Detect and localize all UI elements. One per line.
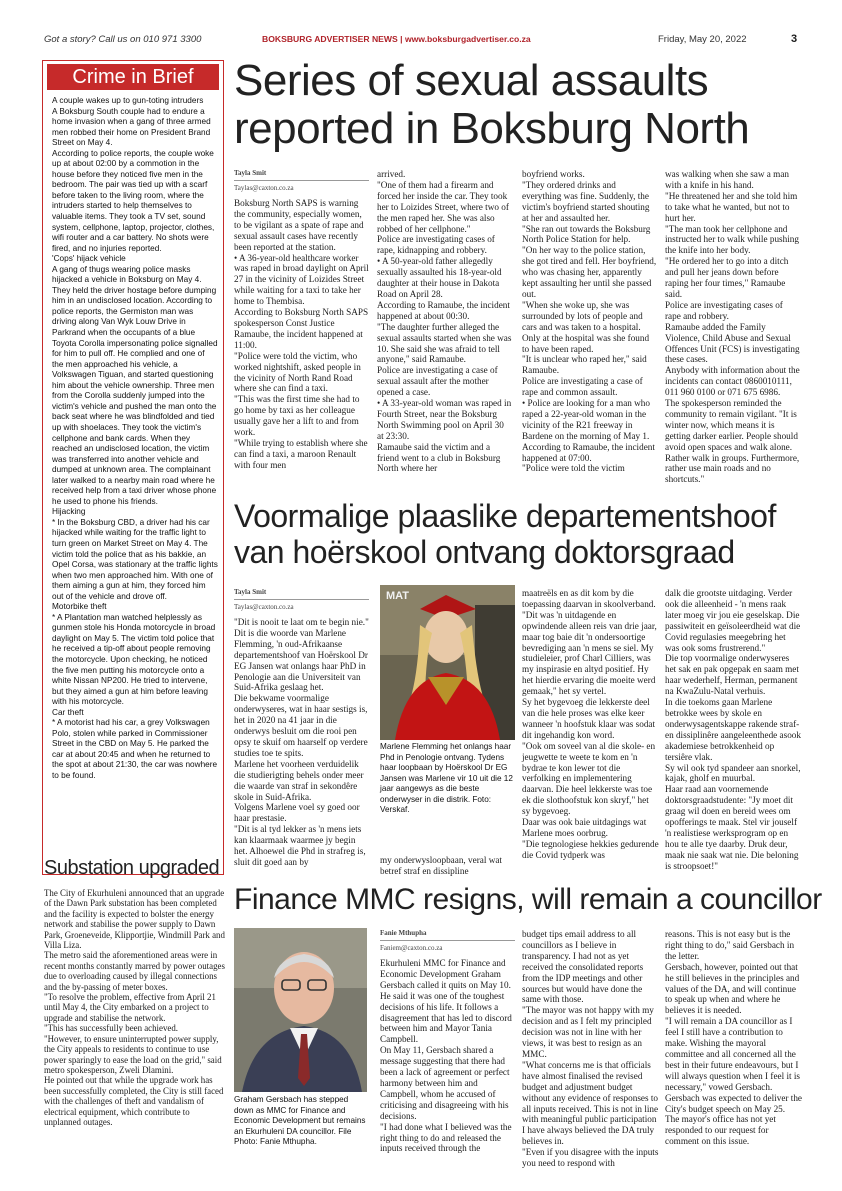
story1-para: arrived.	[377, 169, 406, 179]
story1-para: "They ordered drinks and everything was fine. Suddenly, the victim's boyfriend started shouting at her and assaulted her.	[522, 179, 650, 223]
story1-para: "The man took her cellphone and instructed her to walk while pushing the knife into her body.	[665, 223, 799, 256]
story1-para: "He threatened her and she told him to take what he wanted, but not to hurt her.	[665, 190, 798, 223]
story1-col2	[377, 169, 512, 474]
graduate-portrait-image	[380, 585, 515, 740]
story4-para: "I will remain a DA councillor as I feel I still have a contribution to make. Wishing the mayoral committee and all concerned all the best in their future endeavours, but I will always question when I feel it is necessary," vowed Gersbach.	[665, 1016, 800, 1092]
story4-para: reasons. This is not easy but is the right thing to do," said Gersbach in the letter.	[665, 929, 795, 961]
story1-para: • Police are looking for a man who raped a 22-year-old woman in the vicinity of the R21 freeway in Bardene on the morning of May 1.	[522, 398, 650, 441]
story2-headline-line2: van hoërskool ontvang doktorsgraad	[234, 534, 735, 570]
story4-para: Gersbach, however, pointed out that he still believes in the principles and values of the DA, and will continue to speak up when and where he believes it is needed.	[665, 961, 800, 1016]
story4-col1	[380, 958, 515, 1154]
story2-col1	[234, 617, 371, 868]
story1-para: According to Ramaube, the incident happened at 07:00.	[522, 441, 655, 463]
story2-para: "Dit is nooit te laat om te begin nie."	[234, 617, 369, 627]
story4-author: Fanie Mthupha	[380, 929, 427, 937]
crime-para: According to police reports, the couple woke up at about 02:00 by a commotion in the house before they noticed five men in the bedroom. The pair was tied up with a scarf before taken to the living room, where the intruders started to help themselves to valuable items. They took a TV set, sound system, cellphone, laptop, projector, clothes, wifi router and a car battery. No shots were fired, and no injuries reported.	[52, 148, 215, 253]
story3-para: The metro said the aforementioned areas were in recent months constantly marred by power outages due to overloading caused by illegal connections and the by-passing of meter boxes.	[44, 950, 225, 992]
story2-col4	[665, 588, 802, 872]
story2-para: "Dit was 'n uitdagende en opwindende alleen reis van drie jaar, maar tog baie dit 'n ondersoortige bevrediging aan 'n mens se siel. My studieleier, prof Charl Cilliers, was my inspirasie en altyd positief. Hy het hierdie ervaring die moeite werd gemaak," het sy vertel.	[522, 609, 657, 697]
story3-body	[44, 888, 226, 1127]
crime-in-brief-title: Crime in Brief	[47, 64, 219, 90]
story2-para: "Dit is al tyd lekker as 'n mens iets kan klaarmaak waarmee jy begin het. Alhoewel die Phd in strafreg is, sluit dit goed aan by	[234, 824, 366, 867]
masthead: BOKSBURG ADVERTISER NEWS | www.boksburgadvertiser.co.za	[262, 34, 531, 44]
story1-author: Tayla Smit	[234, 169, 267, 177]
crime-para: A couple wakes up to gun-toting intruders	[52, 96, 204, 105]
crime-para: 'Cops' hijack vehicle	[52, 254, 126, 264]
story4-para: "What concerns me is that officials have almost finalised the revised budget and adjustment budget without any evidence of responses to all inputs received. This is not in line with meaningful public participation I have always believed the DA truly believes in.	[522, 1059, 659, 1147]
story2-para: Daar was ook baie uitdagings wat Marlene moes oorbrug.	[522, 817, 647, 838]
story2-para: "Ook om soveel van al die skole- en jeugwette te weete te kom en 'n bydrae te kon lewer tot die verfolking en implementering daarvan. Die heel lekkerste was toe ek die slothoofstuk kon skryf," het sy bygevoeg.	[522, 740, 656, 817]
story1-para: "She ran out towards the Boksburg North Police Station for help.	[522, 223, 651, 245]
crime-para: Motorbike theft	[52, 602, 107, 612]
story2-email: Taylas@caxton.co.za	[234, 603, 294, 611]
story1-para: Police are investigating cases of rape, kidnapping and robbery.	[377, 234, 495, 256]
story1-para: Police are investigating a case of sexual assault after the mother opened a case.	[377, 365, 498, 398]
story4-para: "The mayor was not happy with my decision and as I felt my principled decision was not in line with her views, it was best to resign as an MMC.	[522, 1005, 654, 1059]
byline-rule	[380, 940, 515, 941]
story4-col2	[522, 929, 659, 1169]
story1-para: "He ordered her to go into a ditch and pull her jeans down before raping her four times," Ramaube said.	[665, 256, 789, 299]
story1-email: Taylas@caxton.co.za	[234, 184, 294, 192]
crime-para: * In the Boksburg CBD, a driver had his car hijacked while waiting for the traffic light to turn green on Market Street on May 4. The victim told the police that as his bakkie, an Opel Corsa, was stationary at the traffic lights when two men approached him. With one of them aiming a gun at him, they forced him out of the vehicle and drove off.	[52, 517, 218, 601]
graham-gersbach-photo	[234, 928, 367, 1092]
story1-para: • A 36-year-old healthcare worker was raped in broad daylight on April 27 in the vicinity of Loizides Street while waiting for a taxi to take her home to Thembisa.	[234, 252, 369, 307]
story1-para: "Police were told the victim, who worked nightshift, asked people in the vicinity of North Rand Road where she can find a taxi.	[234, 350, 361, 394]
story3-para: The City of Ekurhuleni announced that an upgrade of the Dawn Park substation has been completed and the facility is expected to bolster the energy network and stabilise the power supply to Dawn Park, Groeneveide, Klipportjie, Windmill Park and Villa Liza.	[44, 888, 225, 951]
story1-para: "One of them had a firearm and forced her inside the car. They took her to Loizides Street, where two of the men raped her. She was also robbed of her cellphone."	[377, 179, 509, 234]
story2-headline-line1: Voormalige plaaslike departementshoof	[234, 498, 776, 534]
story3-para: "To resolve the problem, effective from April 21 until May 4, the City embarked on a project to upgrade and stabilise the network.	[44, 992, 216, 1023]
story2-author: Tayla Smit	[234, 588, 267, 596]
story1-para: was walking when she saw a man with a knife in his hand.	[665, 169, 789, 190]
crime-para: Car theft	[52, 707, 84, 717]
story3-para: He pointed out that while the upgrade work has been successfully completed, the City is still faced with the challenges of theft and vandalism of electrical equipment, which contribute to unplanned outages.	[44, 1075, 224, 1127]
story2-para: Die top voormalige onderwyseres het sak en pak opgepak en saam met haar wederhelf, Herman, permanent na KwaZulu-Natal verhuis.	[665, 653, 799, 697]
story1-para: "When she woke up, she was surrounded by lots of people and cars and was taken to a hospital. Only at the hospital was she found to have been raped.	[522, 299, 650, 354]
story1-headline-line2: reported in Boksburg North	[234, 104, 750, 153]
story2-photo-caption: Marlene Flemming het onlangs haar Phd in Penologie ontvang. Tydens haar loopbaan by Hoërskool Dr EG Jansen was Marlene vir 10 uit die 12 jaar aangewys as die beste onderwyser in die distrik. Foto: Verskaf.	[380, 742, 513, 814]
crime-in-brief-text	[52, 96, 218, 782]
byline-rule	[234, 599, 369, 600]
story1-para: Anybody with information about the incidents can contact 0860010111, 011 960 0100 or 071 675 6986.	[665, 365, 800, 398]
page-number: 3	[791, 33, 798, 45]
story2-para: Sy het bygevoeg die lekkerste deel van die hele proses was elke keer wanneer 'n hoofstuk klaar was sodat dit ingehandig kon word.	[522, 697, 656, 740]
story1-col4	[665, 169, 800, 485]
story1-para: The spokesperson reminded the community to remain vigilant. "It is winter now, which means it is getting darker earlier. People should avoid open spaces and walk alone. Rather walk in groups. Furthermore, rather use main roads and no shortcuts."	[665, 398, 800, 485]
story3-headline: Substation upgraded	[44, 857, 220, 879]
story1-para: "It is unclear who raped her," said Ramaube.	[522, 354, 647, 376]
story2-para: Dit is die woorde van Marlene Flemming, 'n oud-Afrikaanse departementshoof van Hoërskool Dr EG Jansen wat onlangs haar PhD in Penologie aan die Universiteit van Suid-Afrika geslaag het.	[234, 627, 368, 693]
story2-para: Haar raad aan voornemende doktorsgraadstudente: "Jy moet dit graag wil doen en bereid wees om opofferings te maak. Stel vir jouself 'n realistiese werksprogram op en hou te alle tye daarby. Druk deur, maak nie saak wat nie. Die beloning is stroopsoet!"	[665, 784, 799, 871]
story1-col1	[234, 198, 369, 471]
crime-para: A gang of thugs wearing police masks hijacked a vehicle in Boksburg on May 4. They held the driver hostage before dumping him in an undisclosed location. According to police reports, the Germiston man was driving along Van Wyk Louw Drive in Parkrand when the occupants of a blue Toyota Corolla impersonating police signalled for him to pull off. He complied and one of the men approached his vehicle, a Volkswagen Tiguan, and started questioning him about the vehicle ownership. Three men from the Corolla suddenly jumped into the victim's vehicle and pushed the man onto the back seat where he was blindfolded and tied up with shoelaces. They took the victim's cellphone and bank cards. When they reached an undisclosed location, the victim was transferred into another vehicle and dumped at unknown area. The complainant later walked to a nearby main road where he received help from a taxi driver whose phone he used to phone his friends.	[52, 264, 218, 506]
story4-col3	[665, 929, 802, 1147]
story2-para: Die bekwame voormalige onderwyseres, wat in haar sestigs is, het in 2020 na 41 jaar in die onderwys besluit om die rooi pen opsy te skuif om haarself op verdere studies toe te spits.	[234, 693, 368, 758]
story1-para: "This was the first time she had to go home by taxi as her colleague usually gave her a lift to and from work.	[234, 394, 360, 438]
story2-col3	[522, 588, 659, 861]
story1-para: According to Ramaube, the incident happened at about 00:30.	[377, 299, 510, 321]
story1-para: boyfriend works.	[522, 169, 585, 179]
story1-para: Ramaube said the victim and a friend went to a club in Boksburg North where her	[377, 441, 501, 474]
crime-para: * A Plantation man watched helplessly as gunmen stole his Honda motorcycle in broad daylight on May 5. The victim told police that he received a tip-off about people removing the motorcycle. Upon checking, he noticed the five men putting his motorcycle onto a white Nissan NP200. He tried to intervene, but they aimed a gun at him before leaving with his motorcycle.	[52, 612, 216, 707]
story1-para: Police are investigating a case of rape and common assault.	[522, 376, 643, 398]
marlene-flemming-photo	[380, 585, 515, 740]
story3-para: "This has successfully been achieved.	[44, 1023, 178, 1034]
issue-date: Friday, May 20, 2022	[658, 34, 747, 45]
tip-line: Got a story? Call us on 010 971 3300	[44, 34, 202, 45]
story3-para: "However, to ensure uninterrupted power supply, the City appeals to residents to continue to use power sparingly to ease the load on the grid," said metro spokesperson, Zweli Dlamini.	[44, 1033, 222, 1075]
story1-para: "The daughter further alleged the sexual assaults started when she was 10. She said she was afraid to tell anyone," said Ramaube.	[377, 321, 512, 365]
story4-para: On May 11, Gersbach shared a message suggesting that there had been a lack of agreement or perfect harmony between him and Campbell, whom he accused of criticising and disagreeing with his decisions.	[380, 1045, 510, 1121]
story4-para: budget tips email address to all councillors as I believe in transparency. I had not as yet received the consolidated reports from the IDP meetings and other sources but would have done the same with those.	[522, 929, 644, 1005]
crime-para: * A motorist had his car, a grey Volkswagen Polo, stolen while parked in Commissioner Street in the CBD on May 5. He parked the car at about 20:45 and when he returned to the spot at about 21:30, the car was nowhere to be found.	[52, 718, 218, 780]
story2-para: Marlene het voorheen verduidelik die studierigting behels onder meer die waarde van straf in sekondêre skole in Suid-Afrika.	[234, 758, 364, 802]
story1-para: "Police were told the victim	[522, 463, 625, 474]
story2-para: dalk die grootste uitdaging. Verder ook die alleenheid - 'n mens raak later moeg vir jou eie geselskap. Die passiwiteit en geïsoleerdheid wat die Covid regulasies meegebring het was ook soms frustrerend."	[665, 588, 801, 653]
story4-email: Faniem@caxton.co.za	[380, 944, 443, 952]
story1-para: According to Boksburg North SAPS spokesperson Const Justice Ramaube, the incident happened at 11:00.	[234, 307, 369, 350]
story1-para: • A 33-year-old woman was raped in Fourth Street, near the Boksburg North Swimming pool on April 30 at 23:30.	[377, 398, 512, 441]
story4-photo-caption: Graham Gersbach has stepped down as MMC for Finance and Economic Development but remains an Ekurhuleni DA councillor. File Photo: Fanie Mthupha.	[234, 1095, 366, 1146]
byline-rule	[234, 180, 369, 181]
crime-para: Hijacking	[52, 507, 86, 517]
story2-para: In die toekoms gaan Marlene betrokke wees by skole en onderwysagentskappe rakende straf- en dissiplinêre aangeleenthede asook akademiese betrokkenheid op tersiêre vlak.	[665, 697, 801, 762]
story2-para: "Die tegnologiese hekkies gedurende die Covid tydperk was	[522, 838, 659, 860]
story4-para: Gersbach was expected to deliver the City's budget speech on May 25.	[665, 1092, 802, 1114]
story1-para: Ramaube added the Family Violence, Child Abuse and Sexual Offences Unit (FCS) is investigating these cases.	[665, 321, 800, 365]
story4-para: "I had done what I believed was the right thing to do and released the inputs received through the	[380, 1121, 512, 1154]
story4-headline: Finance MMC resigns, will remain a councillor	[234, 883, 822, 916]
story1-para: Boksburg North SAPS is warning the community, especially women, to be vigilant as a spate of rape and sexual assault cases have recently been reported at the station.	[234, 198, 364, 252]
story4-para: He said it was one of the toughest decisions of his life. It follows a disagreement that has led to discord between him and Mayor Tania Campbell.	[380, 990, 512, 1045]
story4-para: Ekurhuleni MMC for Finance and Economic Development Graham Gersbach called it quits on May 10.	[380, 958, 511, 990]
story1-para: • A 50-year-old father allegedly sexually assaulted his 18-year-old daughter at their house in Dakota Road on April 28.	[377, 256, 502, 299]
crime-para: A Boksburg South couple had to endure a home invasion when a gang of three armed men robbed their home on President Brand Street on May 4.	[52, 106, 211, 148]
photo-backdrop-lettering: MAT	[386, 590, 410, 602]
story2-para: Sy wil ook tyd spandeer aan snorkel, kajak, gholf en muurbal.	[665, 762, 801, 784]
story1-para: "On her way to the police station, she got tired and fell. Her boyfriend, who was chasing her, apparently kept assaulting her until she passed out.	[522, 245, 657, 299]
story2-para: Volgens Marlene voel sy goed oor haar prestasie.	[234, 802, 360, 824]
story2-col2	[380, 855, 515, 877]
story2-para: maatreëls en as dit kom by die toepassing daarvan in skoolverband.	[522, 588, 656, 609]
story1-para: Police are investigating cases of rape and robbery.	[665, 299, 783, 321]
story4-para: "Even if you disagree with the inputs you need to respond with	[522, 1147, 659, 1169]
story4-para: The mayor's office has not yet responded to our request for comment on this issue.	[665, 1114, 776, 1147]
story1-headline-line1: Series of sexual assaults	[234, 56, 709, 105]
portrait-image	[234, 928, 367, 1092]
story1-para: "While trying to establish where she can find a taxi, a maroon Renault with four men	[234, 437, 368, 470]
story1-col3	[522, 169, 657, 474]
story2-para: my onderwysloopbaan, veral wat betref straf en dissipline	[380, 855, 502, 876]
